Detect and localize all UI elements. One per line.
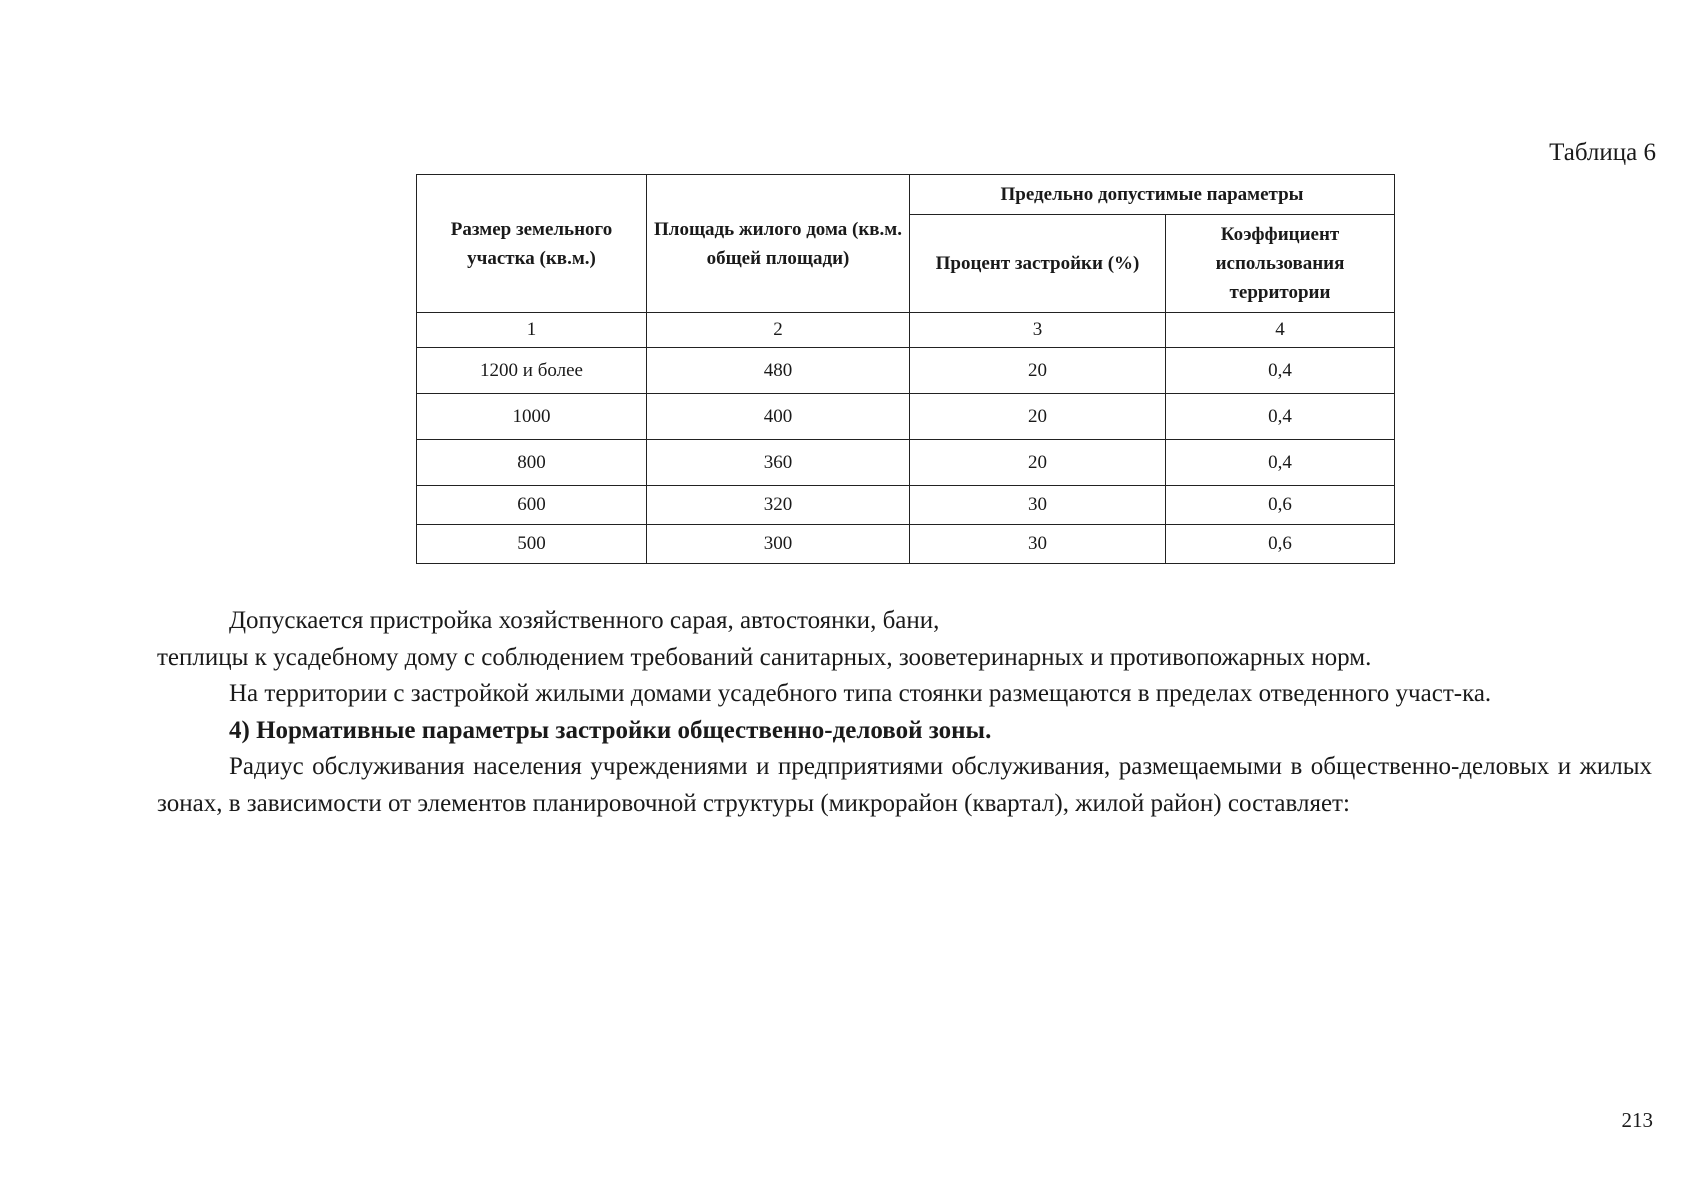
- cell-plot-size: 1000: [417, 394, 647, 440]
- column-number: 3: [910, 313, 1166, 348]
- cell-house-area: 400: [647, 394, 910, 440]
- table-caption: Таблица 6: [1549, 139, 1656, 166]
- header-plot-size: Размер земельного участка (кв.м.): [417, 175, 647, 313]
- paragraph-outbuildings-line1: Допускается пристройка хозяйственного сарая, автостоянки, бани,: [229, 607, 940, 634]
- table-row: [417, 486, 1395, 525]
- table-row: [417, 440, 1395, 486]
- parameters-table: [416, 174, 1395, 564]
- column-number: 1: [417, 313, 647, 348]
- cell-plot-size: 600: [417, 486, 647, 525]
- header-territory-coefficient: Коэффициент использования территории: [1166, 215, 1395, 313]
- paragraph-parking: На территории с застройкой жилыми домами усадебного типа стоянки размещаются в пределах отведенного участ-ка.: [229, 680, 1492, 707]
- cell-territory-coefficient: 0,6: [1166, 486, 1395, 525]
- cell-territory-coefficient: 0,4: [1166, 394, 1395, 440]
- cell-building-percent: 20: [910, 394, 1166, 440]
- table-row: [417, 394, 1395, 440]
- table-row: [417, 525, 1395, 564]
- cell-house-area: 320: [647, 486, 910, 525]
- cell-building-percent: 30: [910, 525, 1166, 564]
- paragraph-outbuildings-line2: теплицы к усадебному дому с соблюдением требований санитарных, зооветеринарных и противопожарных норм.: [157, 643, 1372, 671]
- cell-plot-size: 800: [417, 440, 647, 486]
- column-number-row: [417, 313, 1395, 348]
- header-limit-parameters: Предельно допустимые параметры: [910, 175, 1395, 215]
- cell-building-percent: 20: [910, 348, 1166, 394]
- paragraph-service-radius: Радиус обслуживания населения учреждениями и предприятиями обслуживания, размещаемыми в общественно-деловых и жилых зонах, в зависимости от элементов планировочной структуры (микрорайон (квартал), жилой район) составляет:: [157, 753, 1652, 817]
- cell-territory-coefficient: 0,4: [1166, 440, 1395, 486]
- cell-territory-coefficient: 0,4: [1166, 348, 1395, 394]
- cell-building-percent: 20: [910, 440, 1166, 486]
- table-row: [417, 348, 1395, 394]
- column-number: 4: [1166, 313, 1395, 348]
- cell-house-area: 360: [647, 440, 910, 486]
- section-heading: 4) Нормативные параметры застройки общественно-деловой зоны.: [229, 716, 992, 744]
- cell-house-area: 480: [647, 348, 910, 394]
- page-number: 213: [1621, 1108, 1653, 1132]
- cell-house-area: 300: [647, 525, 910, 564]
- cell-territory-coefficient: 0,6: [1166, 525, 1395, 564]
- header-building-percent: Процент застройки (%): [910, 215, 1166, 313]
- paragraph-outbuildings: [157, 603, 1652, 640]
- cell-building-percent: 30: [910, 486, 1166, 525]
- body-text: [157, 603, 1652, 822]
- paragraph-outbuildings-cont: [157, 640, 1652, 677]
- cell-plot-size: 1200 и более: [417, 348, 647, 394]
- column-number: 2: [647, 313, 910, 348]
- cell-plot-size: 500: [417, 525, 647, 564]
- header-house-area: Площадь жилого дома (кв.м. общей площади): [647, 175, 910, 313]
